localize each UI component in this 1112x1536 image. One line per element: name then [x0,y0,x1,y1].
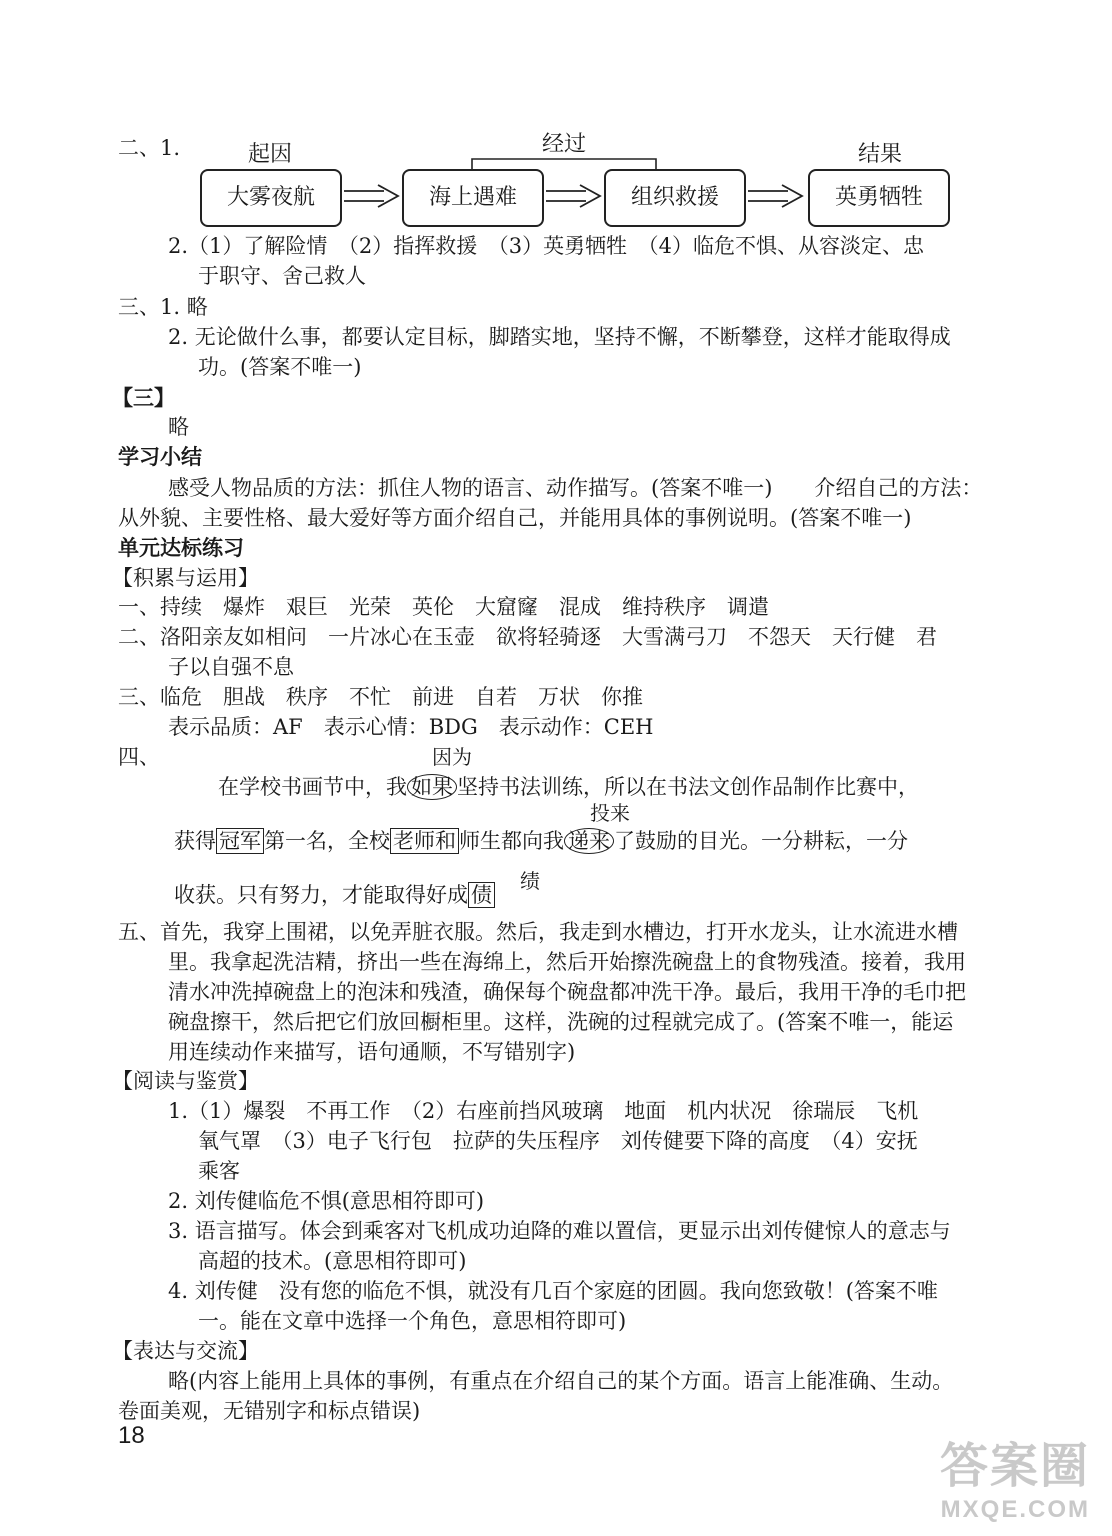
circled-word: 递来 [564,828,614,854]
page-number: 18 [118,1422,145,1449]
summary-line1: 感受人物品质的方法：抓住人物的语言、动作描写。(答案不唯一) 介绍自己的方法： [168,476,983,500]
watermark-logo [940,1427,1090,1524]
insert-word: 因为 [432,745,472,769]
sec3-q2-line2: 功。(答案不唯一) [198,355,362,379]
item-3-line2: 表示品质：AF 表示心情：BDG 表示动作：CEH [168,715,654,739]
reading-1-line3: 乘客 [198,1159,240,1183]
biaoda-heading: 【表达与交流】 [112,1339,259,1363]
reading-3-line1: 3. 语言描写。体会到乘客对飞机成功迫降的难以置信，更显示出刘传健惊人的意志与 [168,1219,951,1243]
reading-4-line2: 一。能在文章中选择一个角色，意思相符即可) [198,1309,627,1333]
flow-box-1: 大雾夜航 [200,169,342,227]
item-3-line1: 三、临危 胆战 秩序 不忙 前进 自若 万状 你推 [118,685,643,709]
circled-word: 如果 [407,774,457,800]
part3-body: 略 [168,415,189,439]
boxed-word: 冠军 [216,828,264,854]
sec3-q1: 三、1. 略 [118,295,208,319]
reading-1-line2: 氧气罩 （3）电子飞行包 拉萨的失压程序 刘传健要下降的高度 （4）安抚 [198,1129,918,1153]
flow-box-2: 海上遇难 [402,169,544,227]
flow-box-3: 组织救援 [604,169,746,227]
item-5-line5: 用连续动作来描写，语句通顺，不写错别字) [168,1040,576,1064]
reading-4-line1: 4. 刘传健 没有您的临危不惧，就没有几百个家庭的团圆。我向您致敬！(答案不唯 [168,1279,938,1303]
unit-heading: 单元达标练习 [118,536,244,560]
item-5-line2: 里。我拿起洗洁精，挤出一些在海绵上，然后开始擦洗碗盘上的食物残渣。接着，我用 [168,950,966,974]
right-arrow-icon [342,182,402,212]
item-4-line1: 在学校书画节中，我 如果 坚持书法训练，所以在书法文创作品制作比赛中， [218,775,919,799]
yuedu-heading: 【阅读与鉴赏】 [112,1069,259,1093]
jilei-heading: 【积累与运用】 [112,566,259,590]
caption-result: 结果 [858,142,903,167]
expression-line2: 卷面美观，无错别字和标点错误) [118,1399,421,1423]
item-5-line4: 碗盘擦干，然后把它们放回橱柜里。这样，洗碗的过程就完成了。(答案不唯一，能运 [168,1010,954,1034]
watermark-text: 答案圈 [939,1440,1090,1493]
item-2-line2: 子以自强不息 [168,655,294,679]
summary-line2: 从外貌、主要性格、最大爱好等方面介绍自己，并能用具体的事例说明。(答案不唯一) [118,506,912,530]
process-bracket [470,156,660,170]
sec2-q2-line1: 2.（1）了解险情 （2）指挥救援 （3）英勇牺牲 （4）临危不惧、从容淡定、忠 [168,234,924,258]
insert-word: 绩 [520,869,540,893]
summary-heading: 学习小结 [118,445,202,469]
item-5-line1: 五、首先，我穿上围裙，以免弄脏衣服。然后，我走到水槽边，打开水龙头，让水流进水槽 [118,920,958,944]
caption-cause: 起因 [248,142,293,167]
right-arrow-icon [544,182,604,212]
item-4-line3: 收获。只有努力，才能取得好成 债 [174,880,495,910]
item-1: 一、持续 爆炸 艰巨 光荣 英伦 大窟窿 混成 维持秩序 调遣 [118,595,769,619]
insert-word: 投来 [590,801,630,825]
watermark-url: MXQE.COM [940,1496,1090,1523]
flow-box-4: 英勇牺牲 [808,169,950,227]
item-2-line1: 二、洛阳亲友如相问 一片冰心在玉壶 欲将轻骑逐 大雪满弓刀 不怨天 天行健 君 [118,625,937,649]
reading-1-line1: 1.（1）爆裂 不再工作 （2）右座前挡风玻璃 地面 机内状况 徐瑞辰 飞机 [168,1099,919,1123]
item-4-line2: 获得 冠军 第一名，全校 老师和 师生都向我 递来 了鼓励的目光。一分耕耘，一分 [174,829,908,853]
item-4-label: 四、 [118,745,160,769]
item-5-line3: 清水冲洗掉碗盘上的泡沫和残渣，确保每个碗盘都冲洗干净。最后，我用干净的毛巾把 [168,980,966,1004]
expression-line1: 略(内容上能用上具体的事例，有重点在介绍自己的某个方面。语言上能准确、生动。 [168,1369,954,1393]
boxed-word: 债 [468,882,495,908]
caption-process: 经过 [542,132,587,157]
right-arrow-icon [746,182,806,212]
section-2-label: 二、1. [118,136,181,160]
boxed-word: 老师和 [390,828,459,854]
part3-heading: 【三】 [112,386,175,410]
reading-2: 2. 刘传健临危不惧(意思相符即可) [168,1189,485,1213]
sec2-q2-line2: 于职守、舍己救人 [198,264,366,288]
sec3-q2-line1: 2. 无论做什么事，都要认定目标，脚踏实地，坚持不懈，不断攀登，这样才能取得成 [168,325,951,349]
reading-3-line2: 高超的技术。(意思相符即可) [198,1249,467,1273]
